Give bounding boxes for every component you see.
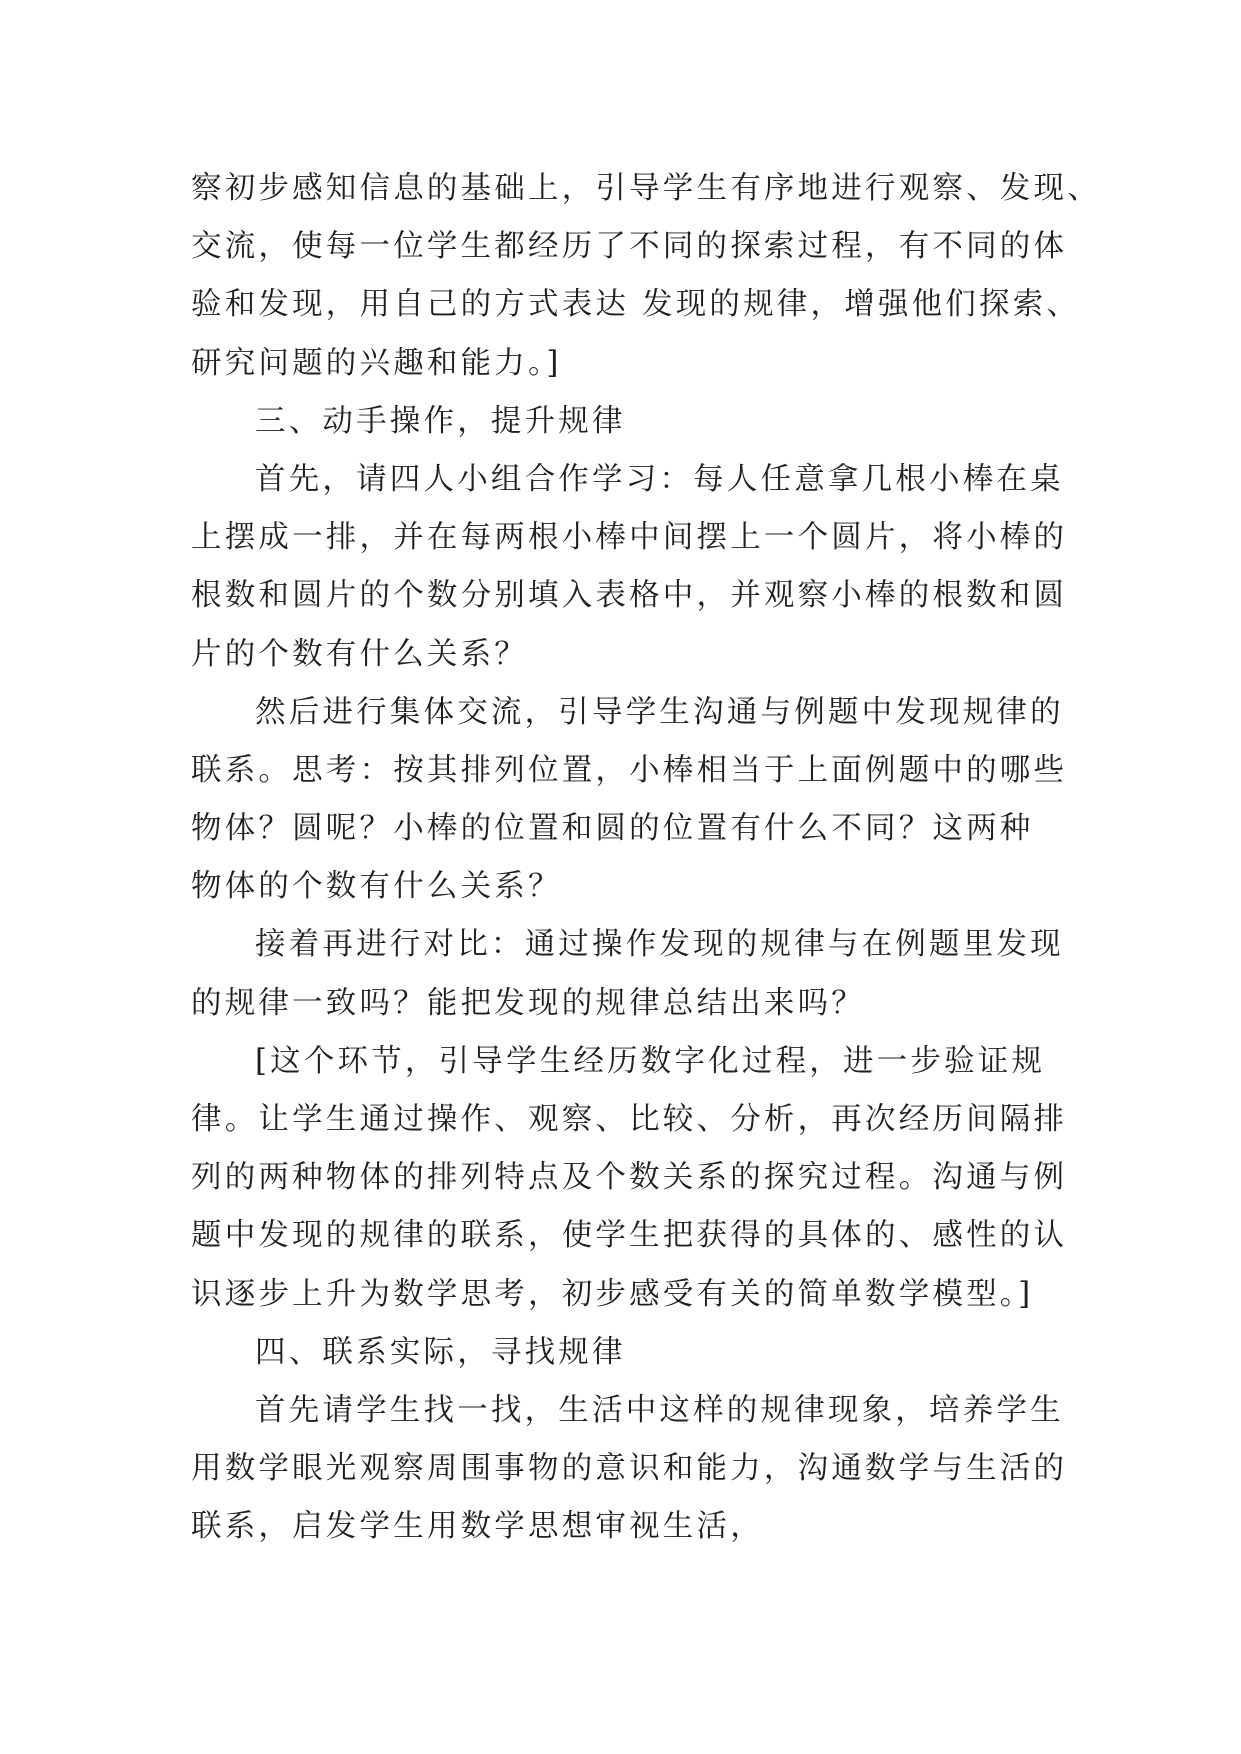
text-line: 察初步感知信息的基础上，引导学生有序地进行观察、发现、 <box>191 171 1101 206</box>
text-line: 四、联系实际，寻找规律 <box>255 1334 626 1370</box>
text-line: 首先，请四人小组合作学习：每人任意拿几根小棒在桌 <box>255 461 1064 497</box>
text-line: 的规律一致吗？能把发现的规律总结出来吗？ <box>191 985 865 1021</box>
text-line: 研究问题的兴趣和能力。] <box>191 345 562 381</box>
text-line: 列的两种物体的排列特点及个数关系的探究过程。沟通与例 <box>191 1160 1068 1196</box>
text-line: 律。让学生通过操作、观察、比较、分析，再次经历间隔排 <box>191 1102 1068 1137</box>
text-line: 题中发现的规律的联系，使学生把获得的具体的、感性的认 <box>191 1218 1068 1254</box>
text-line: 首先请学生找一找，生活中这样的规律现象，培养学生 <box>255 1392 1064 1428</box>
text-line: 交流，使每一位学生都经历了不同的探索过程，有不同的体 <box>191 229 1068 265</box>
text-line: 三、动手操作，提升规律 <box>255 403 626 439</box>
text-line: 物体？圆呢？小棒的位置和圆的位置有什么不同？这两种 <box>191 811 1034 847</box>
text-line: 用数学眼光观察周围事物的意识和能力，沟通数学与生活的 <box>191 1451 1068 1487</box>
document-body <box>191 160 1101 1557</box>
text-line: 根数和圆片的个数分别填入表格中，并观察小棒的根数和圆 <box>191 578 1068 614</box>
text-line: [这个环节，引导学生经历数字化过程，进一步验证规 <box>255 1043 1046 1079</box>
text-line: 联系，启发学生用数学思想审视生活， <box>191 1509 764 1545</box>
text-line: 联系。思考：按其排列位置，小棒相当于上面例题中的哪些 <box>191 752 1068 788</box>
text-line: 然后进行集体交流，引导学生沟通与例题中发现规律的 <box>255 694 1064 730</box>
text-line: 上摆成一排，并在每两根小棒中间摆上一个圆片，将小棒的 <box>191 520 1068 556</box>
text-line: 接着再进行对比：通过操作发现的规律与在例题里发现 <box>255 927 1064 963</box>
text-line: 识逐步上升为数学思考，初步感受有关的简单数学模型。] <box>191 1276 1034 1312</box>
text-line: 物体的个数有什么关系？ <box>191 869 562 905</box>
text-line: 验和发现，用自己的方式表达 发现的规律，增强他们探索、 <box>191 287 1081 323</box>
text-line: 片的个数有什么关系？ <box>191 636 528 672</box>
